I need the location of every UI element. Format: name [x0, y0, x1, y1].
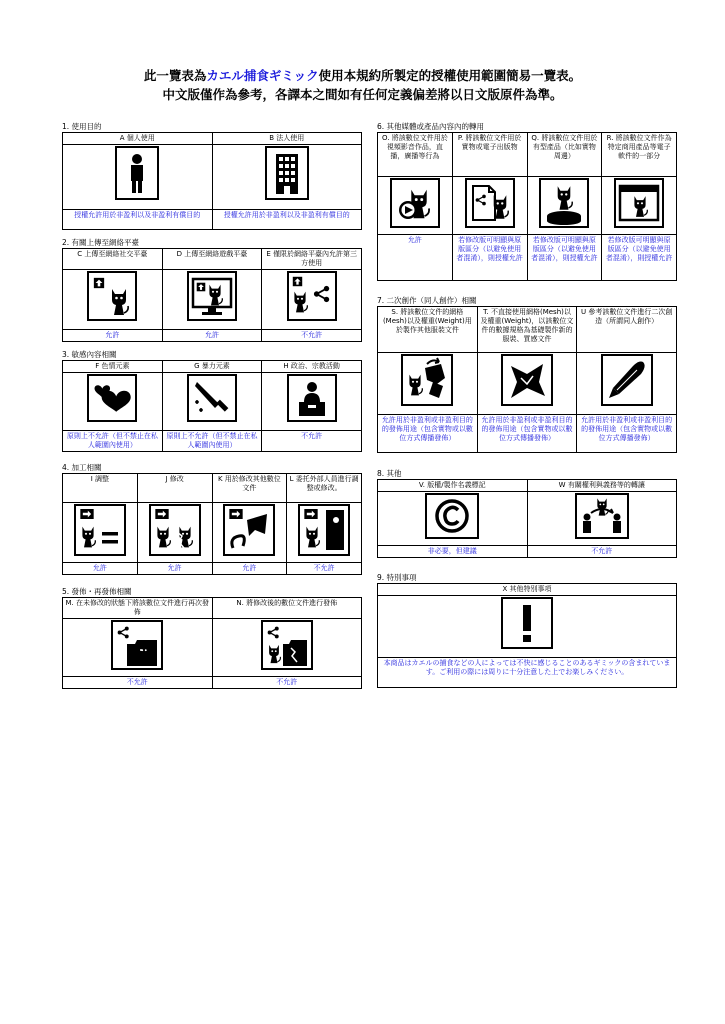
page-header: [0, 66, 725, 104]
permission-text: 原則上不允許（但不禁止在私人範圍內使用）: [63, 431, 163, 452]
cell-label: X 其他特別事項: [378, 584, 677, 596]
cell-label: O. 將該數位文件用於視頻影音作品，直播，廣播等行為: [378, 133, 453, 177]
processing-table: [62, 473, 362, 575]
permission-text: 不允許: [212, 677, 362, 689]
section-usage-purpose: [62, 121, 362, 230]
cell-label: B 法人使用: [212, 133, 362, 145]
cloth-icon: [501, 354, 553, 406]
other-file-icon: [223, 504, 275, 556]
permission-text: 若修改版可明顯與原版區分（以避免使用者混淆），則授權允許: [452, 235, 527, 281]
permission-text: 允許: [63, 330, 163, 342]
special-notice-text: 本商品はカエルの捕食などの人によっては不快に感じることのあるギミックの含まれています。ご利用の際には周りに十分注意した上でお楽しみください。: [378, 658, 677, 688]
brand-name: カエル捕食ギミック: [206, 68, 319, 83]
cell-label: U 參考該數位文件進行二次創造（所謂同人創作）: [577, 307, 677, 353]
derivative-table: [377, 306, 677, 453]
cell-label: M. 在未修改的狀態下將該數位文件進行再次發佈: [63, 598, 213, 619]
copyright-icon: [425, 493, 479, 539]
cell-label: T. 不直接使用網格(Mesh)以及權重(Weight)，以該數位文件的數據規格為基礎製作新的服裝、質感文件: [477, 307, 577, 353]
pen-icon: [601, 354, 653, 406]
knife-icon: [187, 374, 237, 422]
usage-purpose-table: [62, 132, 362, 230]
modify-icon: [149, 504, 201, 556]
section-title: 2. 有關上傳至網絡平臺: [62, 238, 140, 247]
special-table: [377, 583, 677, 688]
section-derivative: [377, 295, 677, 453]
section-title: 3. 敏感內容相關: [62, 350, 117, 359]
monitor-cat-icon: [187, 271, 237, 321]
figure-icon: [539, 178, 589, 228]
mesh-icon: [401, 354, 453, 406]
person-icon: [115, 146, 159, 200]
section-title: 4. 加工相關: [62, 463, 102, 472]
cell-label: V. 版權/製作名義標記: [378, 480, 528, 492]
upload-table: [62, 248, 362, 342]
section-upload: [62, 237, 362, 342]
permission-text: 允許用於非盈利或非盈利目的的發佈用途（包含實物或以數位方式傳播發佈）: [577, 415, 677, 453]
cell-label: H 政治、宗教活動: [262, 361, 362, 373]
cell-label: P. 將該數位文件用於實物或電子出版物: [452, 133, 527, 177]
permission-text: 若修改版可明顯與原版區分（以避免使用者混淆），則授權允許: [602, 235, 677, 281]
cell-label: Q. 將該數位文件用於有型產品（比如實物周邊）: [527, 133, 602, 177]
modified-distribute-icon: [261, 620, 313, 670]
section-title: 7. 二次創作（同人創作）相關: [377, 296, 477, 305]
other-table: [377, 479, 677, 558]
section-other: [377, 468, 677, 558]
outsource-icon: [298, 504, 350, 556]
media-reuse-table: [377, 132, 677, 281]
cell-label: W 有關權利與義務等的轉讓: [527, 480, 677, 492]
distribution-table: [62, 597, 362, 689]
permission-text: 若修改版可明顯與原版區分（以避免使用者混淆），則授權允許: [527, 235, 602, 281]
section-title: 1. 使用目的: [62, 122, 102, 131]
document-icon: [465, 178, 515, 228]
cell-label: A 個人使用: [63, 133, 213, 145]
window-icon: [614, 178, 664, 228]
cell-label: F 色情元素: [63, 361, 163, 373]
exclamation-icon: [501, 597, 553, 649]
cell-label: D 上傳至網絡遊戲平臺: [162, 249, 262, 270]
permission-text: 授權允許用於非盈利以及非盈利有償目的: [63, 210, 213, 230]
section-title: 6. 其他媒體或產品內容內的轉用: [377, 122, 485, 131]
cell-label: C 上傳至網絡社交平臺: [63, 249, 163, 270]
permission-text: 允許: [212, 563, 287, 575]
cell-label: L 委托外部人員進行調整或修改。: [287, 474, 362, 503]
section-title: 8. 其他: [377, 469, 402, 478]
building-icon: [265, 146, 309, 200]
share-cat-icon: [287, 271, 337, 321]
cell-label: K 用於修改其他數位文件: [212, 474, 287, 503]
permission-text: 允許: [162, 330, 262, 342]
permission-text: 不允許: [63, 677, 213, 689]
section-processing: [62, 462, 362, 575]
permission-text: 不允許: [262, 431, 362, 452]
header-line-2: 中文版僅作為參考，各譯本之間如有任何定義偏差將以日文版原件為準。: [162, 87, 563, 102]
podium-icon: [287, 374, 337, 422]
cell-label: G 暴力元素: [162, 361, 262, 373]
permission-text: 不允許: [262, 330, 362, 342]
permission-text: 允許: [378, 235, 453, 281]
section-title: 5. 發佈・再發佈相關: [62, 587, 132, 596]
cell-label: N. 將修改後的數位文件進行發佈: [212, 598, 362, 619]
cell-label: R. 將該數位文件作為特定商用產品等電子軟件的一部分: [602, 133, 677, 177]
transfer-icon: [575, 493, 629, 539]
permission-text: 非必要，但建議: [378, 546, 528, 558]
cell-label: I 調整: [63, 474, 138, 503]
section-media-reuse: [377, 121, 677, 281]
sensitive-table: [62, 360, 362, 452]
hearts-icon: [87, 374, 137, 422]
section-special: [377, 572, 677, 688]
header-line-1: 此一覽表為カエル捕食ギミック使用本規約所製定的授權使用範圍簡易一覽表。: [143, 68, 582, 83]
permission-text: 允許: [137, 563, 212, 575]
permission-text: 允許用於非盈利或非盈利目的的發佈用途（包含實物或以數位方式傳播發佈）: [378, 415, 478, 453]
adjust-icon: [74, 504, 126, 556]
section-distribution: [62, 586, 362, 689]
permission-text: 允許: [63, 563, 138, 575]
section-title: 9. 特別事項: [377, 573, 417, 582]
video-icon: [390, 178, 440, 228]
permission-text: 允許用於非盈利或非盈利目的的發佈用途（包含實物或以數位方式傳播發佈）: [477, 415, 577, 453]
cell-label: E 僅限於網絡平臺內允許第三方使用: [262, 249, 362, 270]
permission-text: 授權允許用於非盈利以及非盈利有償目的: [212, 210, 362, 230]
section-sensitive: [62, 349, 362, 452]
permission-text: 原則上不允許（但不禁止在私人範圍內使用）: [162, 431, 262, 452]
redistribute-icon: [111, 620, 163, 670]
permission-text: 不允許: [527, 546, 677, 558]
permission-text: 不允許: [287, 563, 362, 575]
upload-cat-icon: [87, 271, 137, 321]
cell-label: S. 將該數位文件的網格(Mesh)以及權重(Weight)用於製作其他服裝文件: [378, 307, 478, 353]
cell-label: J 修改: [137, 474, 212, 503]
